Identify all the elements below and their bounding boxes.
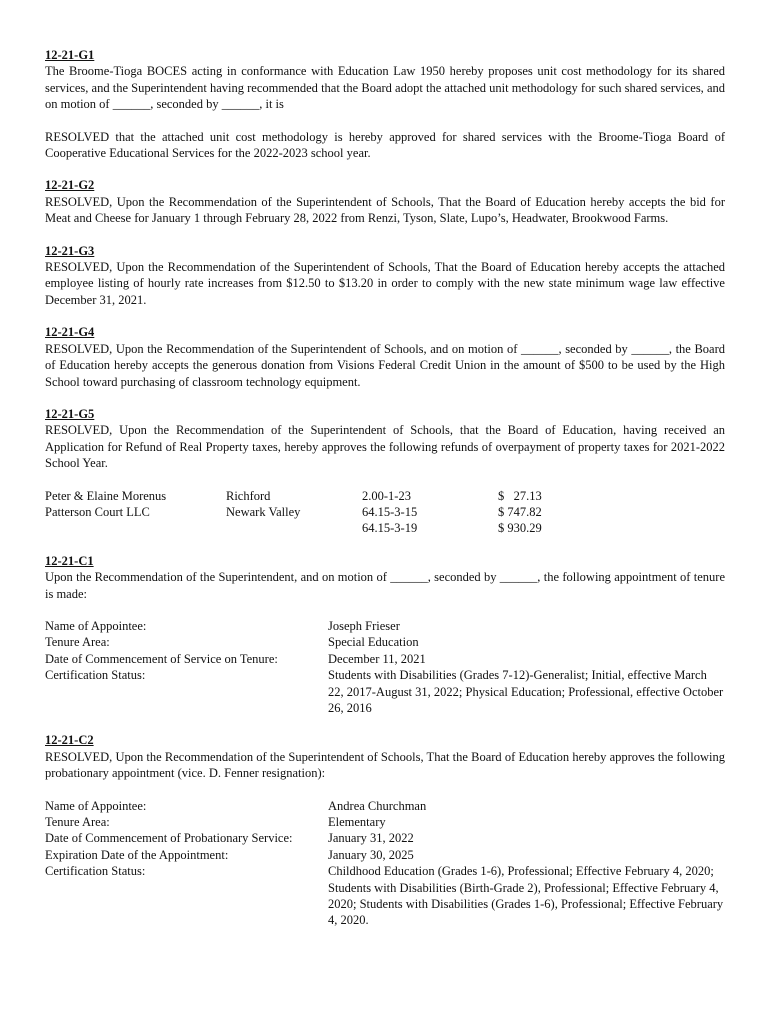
field-value: Special Education xyxy=(328,635,419,650)
document-body xyxy=(45,47,725,945)
probationary-appointment-details xyxy=(45,798,725,929)
refund-parcel: 64.15-3-15 xyxy=(362,504,418,519)
field-label: Tenure Area: xyxy=(45,815,110,830)
refund-parcel: 64.15-3-19 xyxy=(362,521,418,536)
field-value: January 31, 2022 xyxy=(328,831,414,846)
field-label: Tenure Area: xyxy=(45,635,110,650)
refund-parcel: 2.00-1-23 xyxy=(362,488,411,503)
field-value: Andrea Churchman xyxy=(328,798,427,813)
field-label: Date of Commencement of Service on Tenure: xyxy=(45,651,278,666)
resolution-heading: 12-21-G4 xyxy=(45,325,95,340)
resolution-paragraph: RESOLVED, Upon the Recommendation of the Superintendent of Schools, That the Board of Education hereby accepts the attached employee listing of hourly rate increases from $12.50 to $13.20 in order to comply with the new state minimum wage law effective December 31, 2021. xyxy=(45,260,725,307)
field-label: Date of Commencement of Probationary Service: xyxy=(45,831,293,846)
field-value: Elementary xyxy=(328,815,386,830)
resolution-paragraph: RESOLVED, Upon the Recommendation of the Superintendent of Schools, and on motion of ______, seconded by ______, the Board of Education hereby accepts the generous donation from Visions Federal Credit Union in the amount of $500 to be used by the High School toward purchasing of classroom technology equipment. xyxy=(45,341,725,389)
field-label: Certification Status: xyxy=(45,668,146,683)
resolution-g5 xyxy=(45,406,725,537)
resolution-paragraph: Upon the Recommendation of the Superintendent, and on motion of ______, seconded by ______, the following appointment of tenure is made: xyxy=(45,570,725,601)
field-label: Name of Appointee: xyxy=(45,618,147,633)
field-value: Students with Disabilities (Grades 7-12)-Generalist; Initial, effective March 22, 2017-August 31, 2022; Physical Education; Professional, effective October 26, 2016 xyxy=(328,668,724,715)
refund-table xyxy=(45,488,725,537)
tenure-appointment-details xyxy=(45,618,725,716)
refund-amount: $ 27.13 xyxy=(498,488,542,503)
field-value: Childhood Education (Grades 1-6), Professional; Effective February 4, 2020; Students with Disabilities (Birth-Grade 2), Professional; Effective February 4, 2020; Students with Disabilities (Grades 1-6), Professional; Effective February 4, 2020. xyxy=(328,864,724,928)
resolution-paragraph: RESOLVED, Upon the Recommendation of the Superintendent of Schools, That the Board of Education hereby approves the following probationary appointment (vice. D. Fenner resignation): xyxy=(45,749,725,781)
field-label: Expiration Date of the Appointment: xyxy=(45,847,229,862)
resolution-c2 xyxy=(45,732,725,928)
refund-town xyxy=(226,520,362,536)
refund-amount: $ 747.82 xyxy=(498,504,542,519)
refund-town: Richford xyxy=(226,488,271,503)
resolution-c1 xyxy=(45,553,725,717)
resolution-g3 xyxy=(45,243,725,309)
refund-amount: $ 930.29 xyxy=(498,521,542,536)
refund-owner xyxy=(45,520,226,536)
resolution-heading: 12-21-C1 xyxy=(45,553,94,568)
resolution-heading: 12-21-C2 xyxy=(45,733,94,748)
field-value: December 11, 2021 xyxy=(328,651,426,666)
resolution-paragraph: RESOLVED that the attached unit cost methodology is hereby approved for shared services with the Broome-Tioga Board of Cooperative Educational Services for the 2022-2023 school year. xyxy=(45,129,725,161)
resolution-heading: 12-21-G2 xyxy=(45,178,95,193)
resolution-heading: 12-21-G3 xyxy=(45,243,95,258)
resolution-paragraph: RESOLVED, Upon the Recommendation of the Superintendent of Schools, that the Board of Education, having received an Application for Refund of Real Property taxes, hereby approves the following refunds of overpayment of property taxes for 2021-2022 School Year. xyxy=(45,423,725,471)
refund-owner: Patterson Court LLC xyxy=(45,504,150,519)
resolution-g1 xyxy=(45,47,725,161)
resolution-paragraph: The Broome-Tioga BOCES acting in conformance with Education Law 1950 hereby proposes unit cost methodology for its shared services, and the Superintendent having recommended that the Board adopt the attached unit methodology for such shared services, and on motion of ______, seconded by ______, it is xyxy=(45,64,725,112)
resolution-g2 xyxy=(45,177,725,226)
resolution-g4 xyxy=(45,324,725,390)
field-value: Joseph Frieser xyxy=(328,618,400,633)
resolution-heading: 12-21-G5 xyxy=(45,406,95,421)
resolution-heading: 12-21-G1 xyxy=(45,48,95,62)
field-value: January 30, 2025 xyxy=(328,847,414,862)
refund-owner: Peter & Elaine Morenus xyxy=(45,488,167,503)
resolution-paragraph: RESOLVED, Upon the Recommendation of the Superintendent of Schools, That the Board of Education hereby accepts the bid for Meat and Cheese for January 1 through February 28, 2022 from Renzi, Tyson, Slate, Lupo’s, Headwater, Brookwood Farms. xyxy=(45,194,725,226)
refund-town: Newark Valley xyxy=(226,504,301,519)
field-label: Certification Status: xyxy=(45,864,146,879)
field-label: Name of Appointee: xyxy=(45,798,147,813)
